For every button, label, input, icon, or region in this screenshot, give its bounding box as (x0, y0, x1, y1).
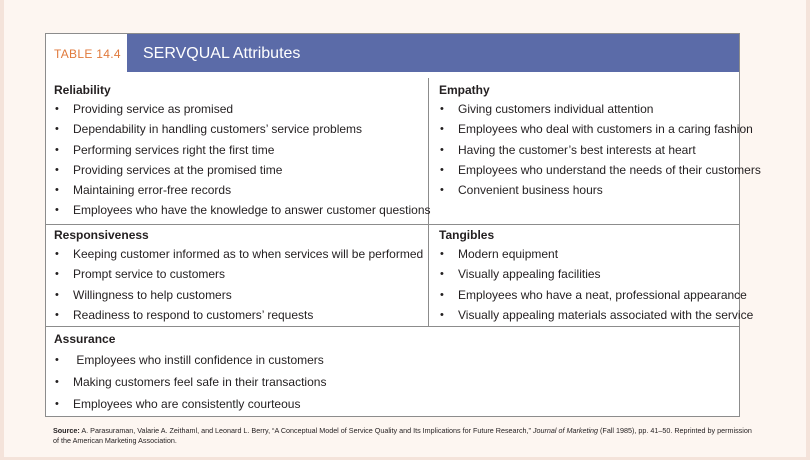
list-item (439, 308, 753, 322)
item-text: Making customers feel safe in their transactions (73, 375, 327, 390)
list-item (54, 247, 423, 261)
list-item (439, 288, 753, 302)
table-title: SERVQUAL Attributes (143, 45, 301, 62)
item-list (54, 247, 423, 322)
section-reliability (54, 83, 431, 224)
item-text: Dependability in handling customers’ service problems (73, 122, 363, 137)
item-text: Employees who have the knowledge to answer customer questions (73, 203, 431, 218)
item-text: Keeping customer informed as to when services will be performed (73, 247, 424, 261)
list-item (54, 308, 423, 322)
bullet-icon: • (55, 308, 59, 321)
bullet-icon: • (55, 288, 59, 301)
section-title: Assurance (54, 332, 116, 346)
bullet-icon: • (440, 143, 444, 156)
list-item (54, 122, 431, 136)
item-text: Modern equipment (458, 247, 559, 261)
bullet-icon: • (55, 184, 59, 197)
list-item (439, 247, 753, 261)
item-text: Giving customers individual attention (458, 102, 654, 116)
bullet-icon: • (55, 123, 59, 136)
source-text-before: A. Parasuraman, Valarie A. Zeithaml, and Leonard L. Berry, “A Conceptual Model of Service Quality and Its Implications for Future Research,” (79, 426, 533, 435)
bullet-icon: • (440, 123, 444, 136)
list-item (54, 288, 423, 302)
item-text: Employees who instill confidence in customers (73, 353, 324, 367)
bullet-icon: • (55, 163, 59, 176)
item-text: Performing services right the first time (73, 142, 275, 157)
bullet-icon: • (55, 268, 59, 281)
page-edge-left (0, 0, 4, 460)
table-header (46, 34, 739, 72)
item-text: Maintaining error-free records (73, 183, 232, 198)
bullet-icon: • (440, 163, 444, 176)
source-journal: Journal of Marketing (532, 426, 599, 435)
item-list (439, 247, 753, 322)
section-assurance (54, 332, 326, 420)
item-text: Employees who deal with customers in a caring fashion (458, 122, 753, 137)
bullet-icon: • (440, 248, 444, 260)
bullet-icon: • (55, 248, 59, 260)
list-item (439, 122, 761, 136)
source-note (53, 426, 753, 446)
item-text: Providing services at the promised time (73, 162, 283, 177)
source-text-after: (Fall 1985), pp. 41–50. Reprinted by permission of the American Marketing Association. (53, 426, 752, 445)
bullet-icon: • (440, 288, 444, 301)
bullet-icon: • (440, 268, 444, 281)
list-item (54, 397, 326, 411)
page-edge-right (806, 0, 810, 460)
item-text: Providing service as promised (73, 102, 234, 116)
item-text: Convenient business hours (458, 183, 603, 198)
item-list (54, 102, 431, 217)
item-text: Having the customer’s best interests at heart (458, 142, 696, 157)
table-label: TABLE 14.4 (54, 47, 121, 61)
bullet-icon: • (440, 103, 444, 115)
list-item (439, 267, 753, 281)
item-list (439, 102, 761, 197)
section-empathy (439, 83, 761, 203)
bullet-icon: • (55, 143, 59, 156)
item-text: Prompt service to customers (73, 267, 226, 282)
servqual-table (45, 33, 761, 417)
section-title: Tangibles (439, 228, 495, 242)
list-item (54, 203, 431, 217)
section-title: Responsiveness (54, 228, 149, 242)
item-list (54, 353, 326, 411)
item-text: Employees who understand the needs of their customers (458, 162, 761, 177)
section-title: Reliability (54, 83, 111, 97)
list-item (54, 143, 431, 157)
item-text: Readiness to respond to customers’ requests (73, 307, 314, 322)
bullet-icon: • (55, 103, 59, 115)
row-divider-1 (46, 224, 739, 225)
item-text: Visually appealing materials associated with the service (458, 307, 754, 322)
list-item (54, 353, 326, 367)
list-item (54, 375, 326, 389)
section-tangibles (439, 228, 753, 328)
list-item (439, 143, 761, 157)
list-item (54, 267, 423, 281)
bullet-icon: • (55, 376, 59, 389)
list-item (54, 102, 431, 116)
section-title: Empathy (439, 83, 490, 97)
item-text: Employees who have a neat, professional appearance (458, 287, 747, 302)
section-responsiveness (54, 228, 423, 328)
bullet-icon: • (55, 354, 59, 366)
bullet-icon: • (440, 184, 444, 197)
item-text: Visually appealing facilities (458, 267, 601, 282)
item-text: Employees who are consistently courteous (73, 397, 301, 412)
source-label: Source: (53, 426, 80, 435)
list-item (54, 163, 431, 177)
bullet-icon: • (440, 308, 444, 321)
list-item (439, 183, 761, 197)
list-item (439, 163, 761, 177)
table-label-box (46, 34, 128, 72)
item-text: Willingness to help customers (73, 287, 232, 302)
list-item (439, 102, 761, 116)
bullet-icon: • (55, 204, 59, 217)
list-item (54, 183, 431, 197)
bullet-icon: • (55, 398, 59, 411)
